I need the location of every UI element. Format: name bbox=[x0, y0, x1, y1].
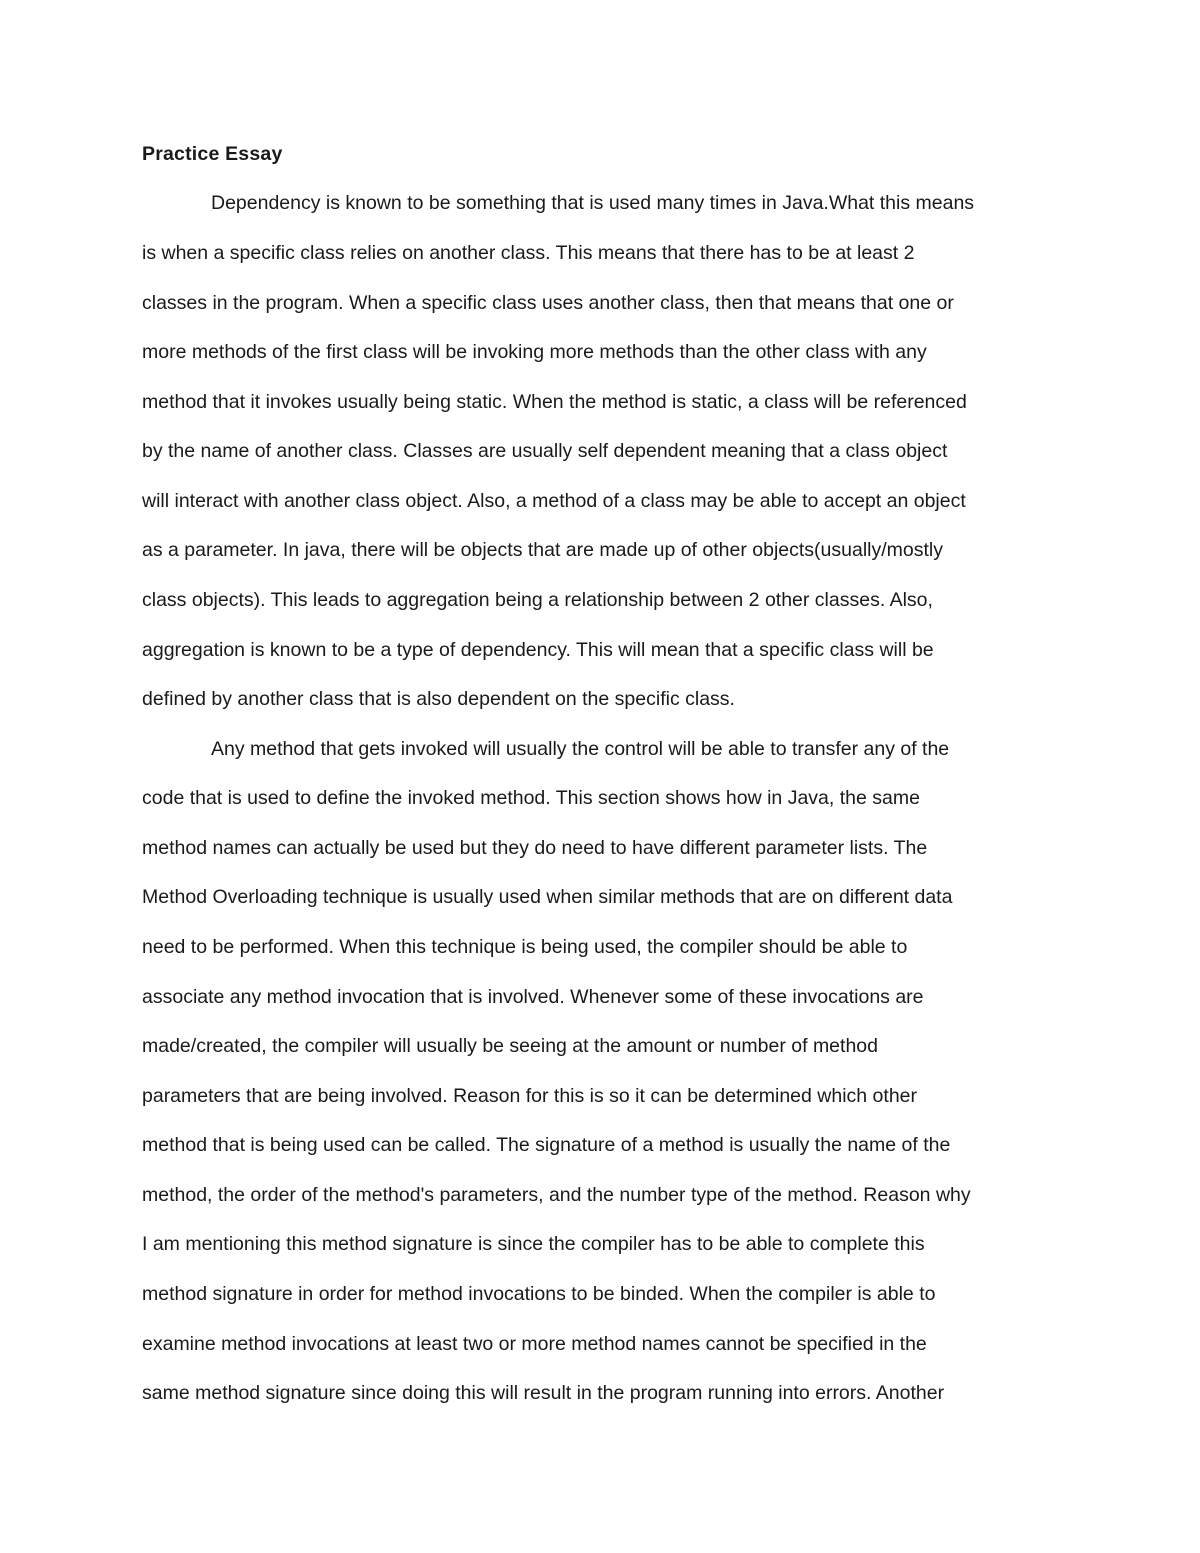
paragraph-1-line-9: class objects). This leads to aggregation being a relationship between 2 other classes. Also, bbox=[142, 589, 933, 611]
paragraph-1-line-3: classes in the program. When a specific class uses another class, then that means that one or bbox=[142, 292, 954, 314]
paragraph-2-line-8: parameters that are being involved. Reason for this is so it can be determined which other bbox=[142, 1085, 918, 1107]
paragraph-1-line-1: Dependency is known to be something that is used many times in Java.What this means bbox=[211, 192, 975, 214]
essay-title: Practice Essay bbox=[142, 143, 283, 165]
paragraph-2-line-3: method names can actually be used but they do need to have different parameter lists. The bbox=[142, 837, 928, 859]
paragraph-2-line-14: same method signature since doing this will result in the program running into errors. Another bbox=[142, 1382, 945, 1404]
paragraph-1-line-4: more methods of the first class will be invoking more methods than the other class with any bbox=[142, 341, 927, 363]
paragraph-1-line-2: is when a specific class relies on another class. This means that there has to be at least 2 bbox=[142, 242, 915, 264]
paragraph-1-line-7: will interact with another class object. Also, a method of a class may be able to accept an object bbox=[142, 490, 966, 512]
paragraph-2-line-2: code that is used to define the invoked method. This section shows how in Java, the same bbox=[142, 787, 920, 809]
paragraph-1-line-10: aggregation is known to be a type of dependency. This will mean that a specific class will be bbox=[142, 639, 934, 661]
paragraph-2-line-9: method that is being used can be called. The signature of a method is usually the name of the bbox=[142, 1134, 951, 1156]
paragraph-1-line-6: by the name of another class. Classes are usually self dependent meaning that a class object bbox=[142, 440, 948, 462]
paragraph-2-line-7: made/created, the compiler will usually be seeing at the amount or number of method bbox=[142, 1035, 878, 1057]
paragraph-2-line-12: method signature in order for method invocations to be binded. When the compiler is able to bbox=[142, 1283, 936, 1305]
paragraph-2-line-13: examine method invocations at least two or more method names cannot be specified in the bbox=[142, 1333, 927, 1355]
paragraph-2-line-10: method, the order of the method's parameters, and the number type of the method. Reason why bbox=[142, 1184, 971, 1206]
paragraph-2-line-11: I am mentioning this method signature is since the compiler has to be able to complete this bbox=[142, 1233, 925, 1255]
paragraph-1-line-11: defined by another class that is also dependent on the specific class. bbox=[142, 688, 735, 710]
paragraph-2-line-4: Method Overloading technique is usually used when similar methods that are on different data bbox=[142, 886, 953, 908]
paragraph-2-line-1: Any method that gets invoked will usually the control will be able to transfer any of the bbox=[211, 738, 950, 760]
paragraph-2-line-6: associate any method invocation that is involved. Whenever some of these invocations are bbox=[142, 986, 924, 1008]
paragraph-2-line-5: need to be performed. When this technique is being used, the compiler should be able to bbox=[142, 936, 908, 958]
paragraph-1-line-5: method that it invokes usually being static. When the method is static, a class will be referenced bbox=[142, 391, 967, 413]
paragraph-1-line-8: as a parameter. In java, there will be objects that are made up of other objects(usually/mostly bbox=[142, 539, 943, 561]
